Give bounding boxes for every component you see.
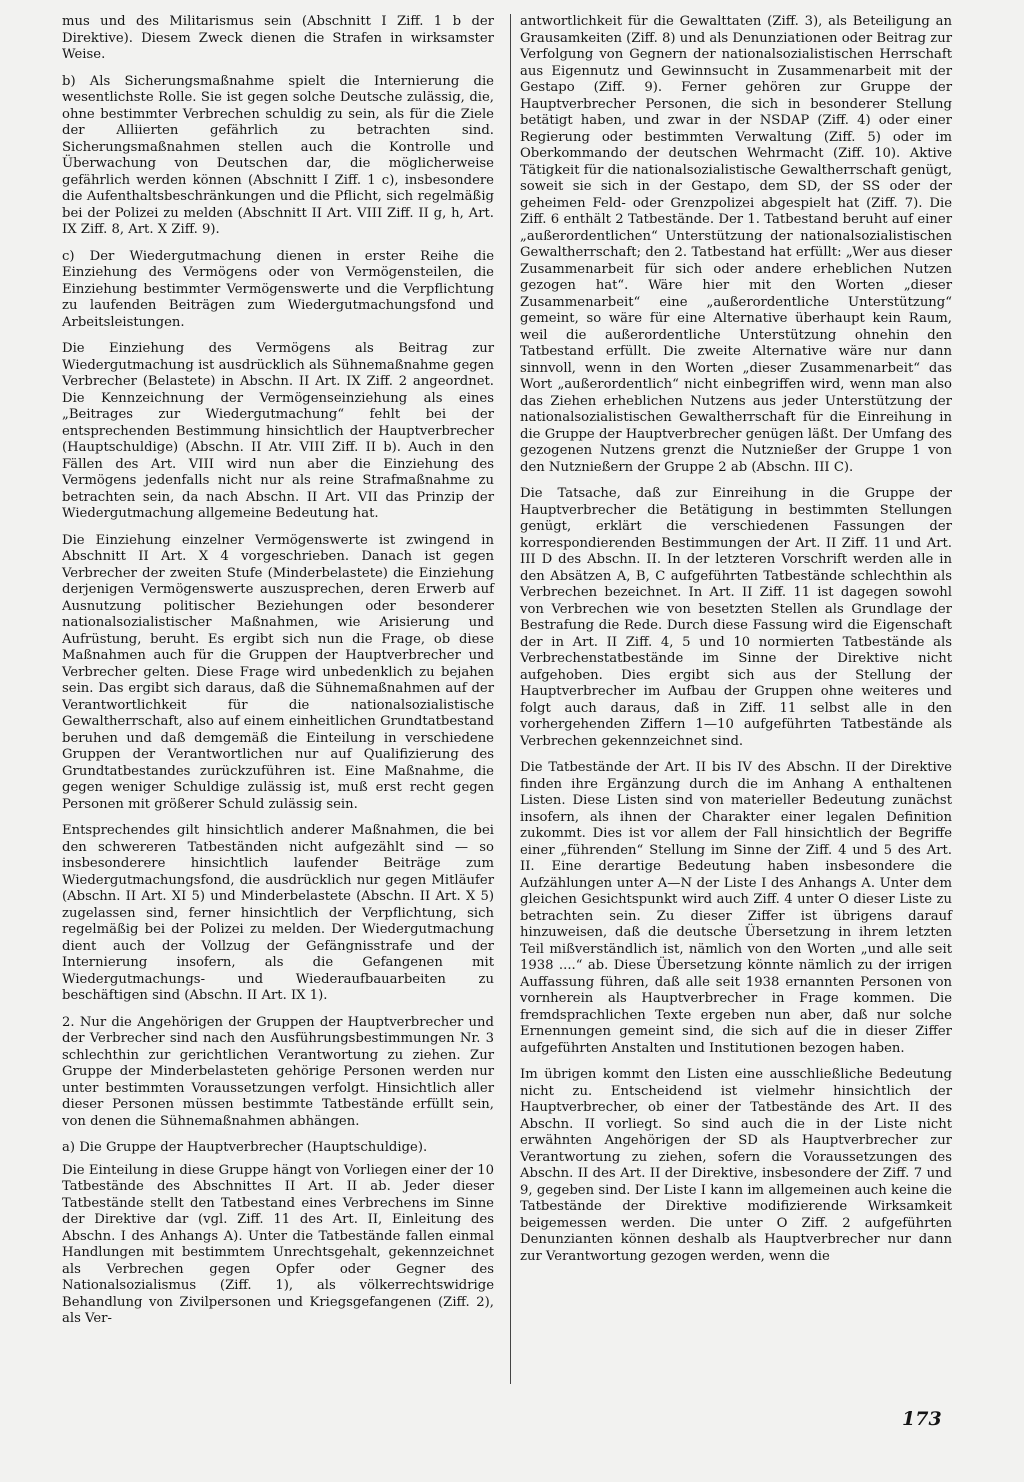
- paragraph: Die Einteilung in diese Gruppe hängt von Vorliegen einer der 10 Tatbestände des Abschnittes II Art. II ab. Jeder dieser Tatbestände stellt den Tatbestand eines Verbrechens im Sinne der Direktive dar (vgl. Ziff. 11 des Art. II, Einleitung des Abschn. I des Anhangs A). Unter die Tatbestände fallen einmal Handlungen mit bestimmtem Unrechtsgehalt, gekennzeichnet als Verbrechen gegen Opfer oder Gegner des Nationalsozialismus (Ziff. 1), als völkerrechtswidrige Behandlung von Zivilpersonen und Kriegsgefangenen (Ziff. 2), als Ver-: [62, 1162, 494, 1326]
- paragraph: c) Der Wiedergutmachung dienen in erster Reihe die Einziehung des Vermögens oder von Vermögensteilen, die Einziehung bestimmter Vermögenswerte und die Verpflichtung zu laufenden Beiträgen zum Wiedergutmachungsfond und Arbeitsleistungen.: [62, 248, 494, 330]
- section-heading: a) Die Gruppe der Hauptverbrecher (Hauptschuldige).: [62, 1140, 428, 1155]
- paragraph: Die Einziehung des Vermögens als Beitrag zur Wiedergutmachung ist ausdrücklich als Sühnemaßnahme gegen Verbrecher (Belastete) in Abschn. II Art. IX Ziff. 2 angeordnet. Die Kennzeichnung der Vermögenseinziehung als eines „Beitrages zur Wiedergutmachung“ fehlt bei der entsprechenden Bestimmung hinsichtlich der Hauptverbrecher (Hauptschuldige) (Abschn. II Atr. VIII Ziff. II b). Auch in den Fällen des Art. VIII wird nun aber die Einziehung des Vermögens jedenfalls nicht nur als reine Strafmaßnahme zu betrachten sein, da nach Abschn. II Art. VII das Prinzip der Wiedergutmachung allgemeine Bedeutung hat.: [62, 341, 494, 521]
- paragraph: Die Tatsache, daß zur Einreihung in die Gruppe der Hauptverbrecher die Betätigung in bestimmten Stellungen genügt, erklärt die verschiedenen Fassungen der korrespondierenden Bestimmungen der Art. II Ziff. 11 und Art. III D des Abschn. II. In der letzteren Vorschrift werden alle in den Absätzen A, B, C aufgeführten Tatbestände schlechthin als Verbrechen bezeichnet. In Art. II Ziff. 11 ist dagegen sowohl von Verbrechen wie von besetzten Stellen als Grundlage der Bestrafung die Rede. Durch diese Fassung wird die Eigenschaft der in Art. II Ziff. 4, 5 und 10 normierten Tatbestände als Verbrechenstatbestände im Sinne der Direktive nicht aufgehoben. Dies ergibt sich aus der Stellung der Hauptverbrecher im Aufbau der Gruppen ohne weiteres und folgt auch daraus, daß in Ziff. 11 selbst alle in den vorhergehenden Ziffern 1—10 aufgeführten Tatbestände als Verbrechen gekennzeichnet sind.: [520, 486, 952, 749]
- paragraph: 2. Nur die Angehörigen der Gruppen der Hauptverbrecher und der Verbrecher sind nach den Ausführungsbestimmungen Nr. 3 schlechthin zur gerichtlichen Verantwortung zu ziehen. Zur Gruppe der Minderbelasteten gehörige Personen werden nur unter bestimmten Voraussetzungen verfolgt. Hinsichtlich aller dieser Personen müssen bestimmte Tatbestände erfüllt sein, von denen die Sühnemaßnahmen abhängen.: [62, 1014, 494, 1129]
- paragraph: antwortlichkeit für die Gewalttaten (Ziff. 3), als Beteiligung an Grausamkeiten (Ziff. 8) und als Denunziationen oder Beitrag zur Verfolgung von Gegnern der nationalsozialistischen Herrschaft aus Eigennutz und Gewinnsucht in Zusammenarbeit mit der Gestapo (Ziff. 9). Ferner gehören zur Gruppe der Hauptverbrecher Personen, die sich in besonderer Stellung betätigt haben, und zwar in der NSDAP (Ziff. 4) oder einer Regierung oder bestimmten Verwaltung (Ziff. 5) oder im Oberkommando der deutschen Wehrmacht (Ziff. 10). Aktive Tätigkeit für die nationalsozialistische Gewaltherrschaft genügt, soweit sie sich in der Gestapo, dem SD, der SS oder der geheimen Feld- oder Grenzpolizei abgespielt hat (Ziff. 7). Die Ziff. 6 enthält 2 Tatbestände. Der 1. Tatbestand beruht auf einer „außerordentlichen“ Unterstützung der nationalsozialistischen Gewaltherrschaft; den 2. Tatbestand hat erfüllt: „Wer aus dieser Zusammenarbeit für sich oder andere erheblichen Nutzen gezogen hat“. Wäre hier mit den Worten „dieser Zusammenarbeit“ eine „außerordentliche Unterstützung“ gemeint, so wäre für eine Alternative überhaupt kein Raum, weil die außerordentliche Unterstützung ohnehin den Tatbestand erfüllt. Die zweite Alternative wäre nur dann sinnvoll, wenn in den Worten „dieser Zusammenarbeit“ das Wort „außerordentlich“ nicht einbegriffen wird, wenn man also das Ziehen erheblichen Nutzens aus jeder Unterstützung der nationalsozialistischen Gewaltherrschaft für die Einreihung in die Gruppe der Hauptverbrecher genügen läßt. Der Umfang des gezogenen Nutzens grenzt die Nutznießer der Gruppe 1 von den Nutznießern der Gruppe 2 ab (Abschn. III C).: [520, 14, 952, 475]
- paragraph: mus und des Militarismus sein (Abschnitt I Ziff. 1 b der Direktive). Diesem Zweck dienen die Strafen in wirksamster Weise.: [62, 14, 494, 62]
- paragraph: Die Tatbestände der Art. II bis IV des Abschn. II der Direktive finden ihre Ergänzung durch die im Anhang A enthaltenen Listen. Diese Listen sind von materieller Bedeutung zunächst insofern, als ihnen der Charakter einer legalen Definition zukommt. Dies ist vor allem der Fall hinsichtlich der Begriffe einer „führenden“ Stellung im Sinne der Ziff. 4 und 5 des Art. II. Eine derartige Bedeutung haben insbesondere die Aufzählungen unter A—N der Liste I des Anhangs A. Unter dem gleichen Gesichtspunkt wird auch Ziff. 4 unter O dieser Liste zu betrachten sein. Zu dieser Ziffer ist übrigens darauf hinzuweisen, daß die deutsche Übersetzung in ihrem letzten Teil mißverständlich ist, nämlich von den Worten „und alle seit 1938 ....“ ab. Diese Übersetzung könnte nämlich zu der irrigen Auffassung führen, daß alle seit 1938 ernannten Personen von vornherein als Hauptverbrecher in Frage kommen. Die fremdsprachlichen Texte ergeben nun aber, daß nur solche Ernennungen gemeint sind, die sich auf die in dieser Ziffer aufgeführten Anstalten und Institutionen bezogen haben.: [520, 760, 952, 1056]
- paragraph: Im übrigen kommt den Listen eine ausschließliche Bedeutung nicht zu. Entscheidend ist vielmehr hinsichtlich der Hauptverbrecher, ob einer der Tatbestände des Art. II des Abschn. II vorliegt. So sind auch die in der Liste nicht erwähnten Angehörigen der SD als Hauptverbrecher zur Verantwortung zu ziehen, sofern die Voraussetzungen des Abschn. II des Art. II der Direktive, insbesondere der Ziff. 7 und 9, gegeben sind. Der Liste I kann im allgemeinen auch keine die Tatbestände der Direktive modifizierende Wirksamkeit beigemessen werden. Die unter O Ziff. 2 aufgeführten Denunzianten können deshalb als Hauptverbrecher nur dann zur Verantwortung gezogen werden, wenn die: [520, 1067, 952, 1264]
- paragraph: Die Einziehung einzelner Vermögenswerte ist zwingend in Abschnitt II Art. X 4 vorgeschrieben. Danach ist gegen Verbrecher der zweiten Stufe (Minderbelastete) die Einziehung derjenigen Vermögenswerte auszusprechen, deren Erwerb auf Ausnutzung politischer Beziehungen oder besonderer nationalsozialistischer Maßnahmen, wie Arisierung und Aufrüstung, beruht. Es ergibt sich nun die Frage, ob diese Maßnahmen auch für die Gruppen der Hauptverbrecher und Verbrecher gelten. Diese Frage wird unbedenklich zu bejahen sein. Das ergibt sich daraus, daß die Sühnemaßnahmen auf der Verantwortlichkeit für die nationalsozialistische Gewaltherrschaft, also auf einem einheitlichen Grundtatbestand beruhen und daß demgemäß die Einteilung in verschiedene Gruppen der Verantwortlichen nur auf Qualifizierung des Grundtatbestandes zurückzuführen ist. Eine Maßnahme, die gegen weniger Schuldige zulässig ist, muß erst recht gegen Personen mit größerer Schuld zulässig sein.: [62, 532, 494, 812]
- paragraph: Entsprechendes gilt hinsichtlich anderer Maßnahmen, die bei den schwereren Tatbeständen nicht aufgezählt sind — so insbesonderere hinsichtlich laufender Beiträge zum Wiedergutmachungsfond, die ausdrücklich nur gegen Mitläufer (Abschn. II Art. XI 5) und Minderbelastete (Abschn. II Art. X 5) zugelassen sind, ferner hinsichtlich der Verpflichtung, sich regelmäßig bei der Polizei zu melden. Der Wiedergutmachung dient auch der Vollzug der Gefängnisstrafe und der Internierung insofern, als die Gefangenen mit Wiedergutmachungs- und Wiederaufbauarbeiten zu beschäftigen sind (Abschn. II Art. IX 1).: [62, 823, 494, 1003]
- right-column: [520, 14, 952, 1275]
- left-column: [62, 14, 494, 1338]
- paragraph: b) Als Sicherungsmaßnahme spielt die Internierung die wesentlichste Rolle. Sie ist gegen solche Deutsche zulässig, die, ohne bestimmter Verbrechen schuldig zu sein, als für die Ziele der Alliierten gefährlich zu betrachten sind. Sicherungsmaßnahmen stellen auch die Kontrolle und Überwachung von Deutschen dar, die möglicherweise gefährlich werden können (Abschnitt I Ziff. 1 c), insbesondere die Aufenthaltsbeschränkungen und die Pflicht, sich regelmäßig bei der Polizei zu melden (Abschnitt II Art. VIII Ziff. II g, h, Art. IX Ziff. 8, Art. X Ziff. 9).: [62, 73, 494, 237]
- column-divider: [510, 14, 511, 1384]
- page-number: 173: [902, 1408, 942, 1430]
